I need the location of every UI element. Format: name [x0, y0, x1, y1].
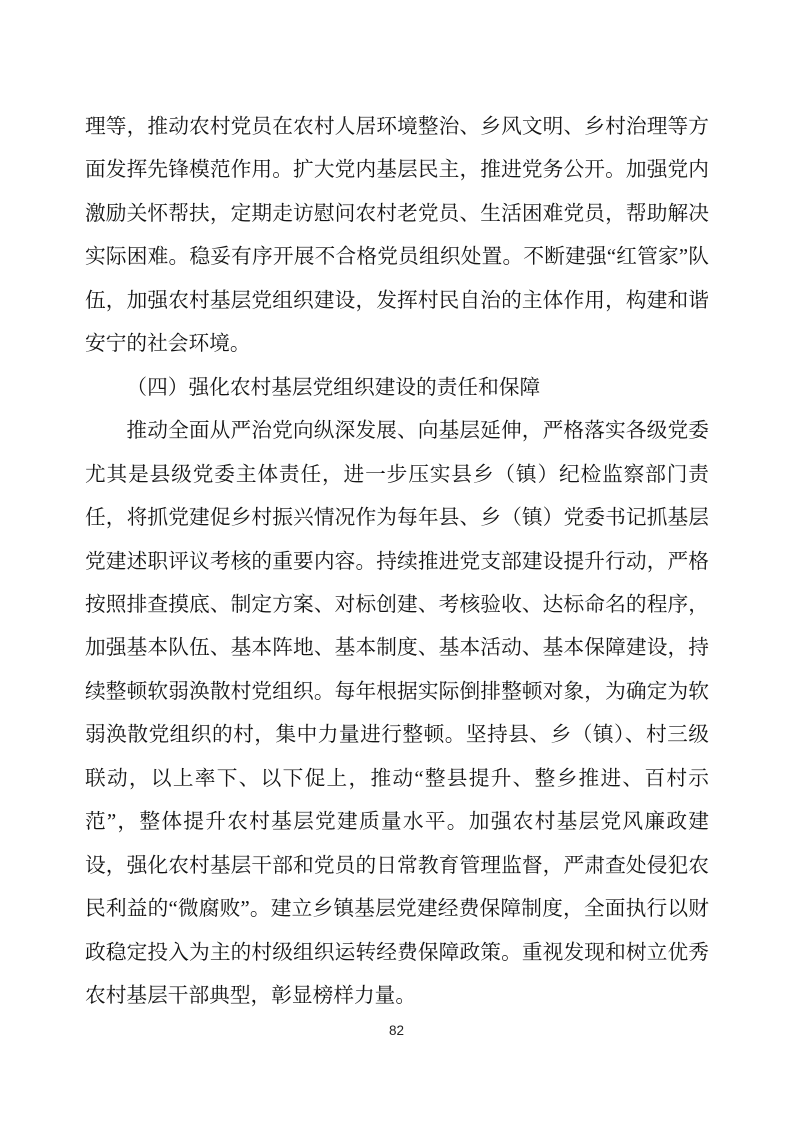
page-content: [85, 106, 709, 1019]
section-heading: （四）强化农村基层党组织建设的责任和保障: [126, 376, 541, 399]
paragraph-body: 推动全面从严治党向纵深发展、向基层延伸，严格落实各级党委尤其是县级党委主体责任，进一步压实县乡（镇）纪检监察部门责任，将抓党建促乡村振兴情况作为每年县、乡（镇）党委书记抓基层党建述职评议考核的重要内容。持续推进党支部建设提升行动，严格按照排查摸底、制定方案、对标创建、考核验收、达标命名的程序，加强基本队伍、基本阵地、基本制度、基本活动、基本保障建设，持续整顿软弱涣散村党组织。每年根据实际倒排整顿对象，为确定为软弱涣散党组织的村，集中力量进行整顿。坚持县、乡（镇）、村三级联动，以上率下、以下促上，推动“整县提升、整乡推进、百村示范”，整体提升农村基层党建质量水平。加强农村基层党风廉政建设，强化农村基层干部和党员的日常教育管理监督，严肃查处侵犯农民利益的“微腐败”。建立乡镇基层党建经费保障制度，全面执行以财政稳定投入为主的村级组织运转经费保障政策。重视发现和树立优秀农村基层干部典型，彰显榜样力量。: [85, 420, 709, 1008]
page-footer: [0, 1022, 793, 1040]
page-number: 82: [388, 1023, 405, 1038]
paragraph-continuation: 理等，推动农村党员在农村人居环境整治、乡风文明、乡村治理等方面发挥先锋模范作用。扩大党内基层民主，推进党务公开。加强党内激励关怀帮扶，定期走访慰问农村老党员、生活困难党员，帮助解决实际困难。稳妥有序开展不合格党员组织处置。不断建强“红管家”队伍，加强农村基层党组织建设，发挥村民自治的主体作用，构建和谐安宁的社会环境。: [85, 116, 709, 356]
